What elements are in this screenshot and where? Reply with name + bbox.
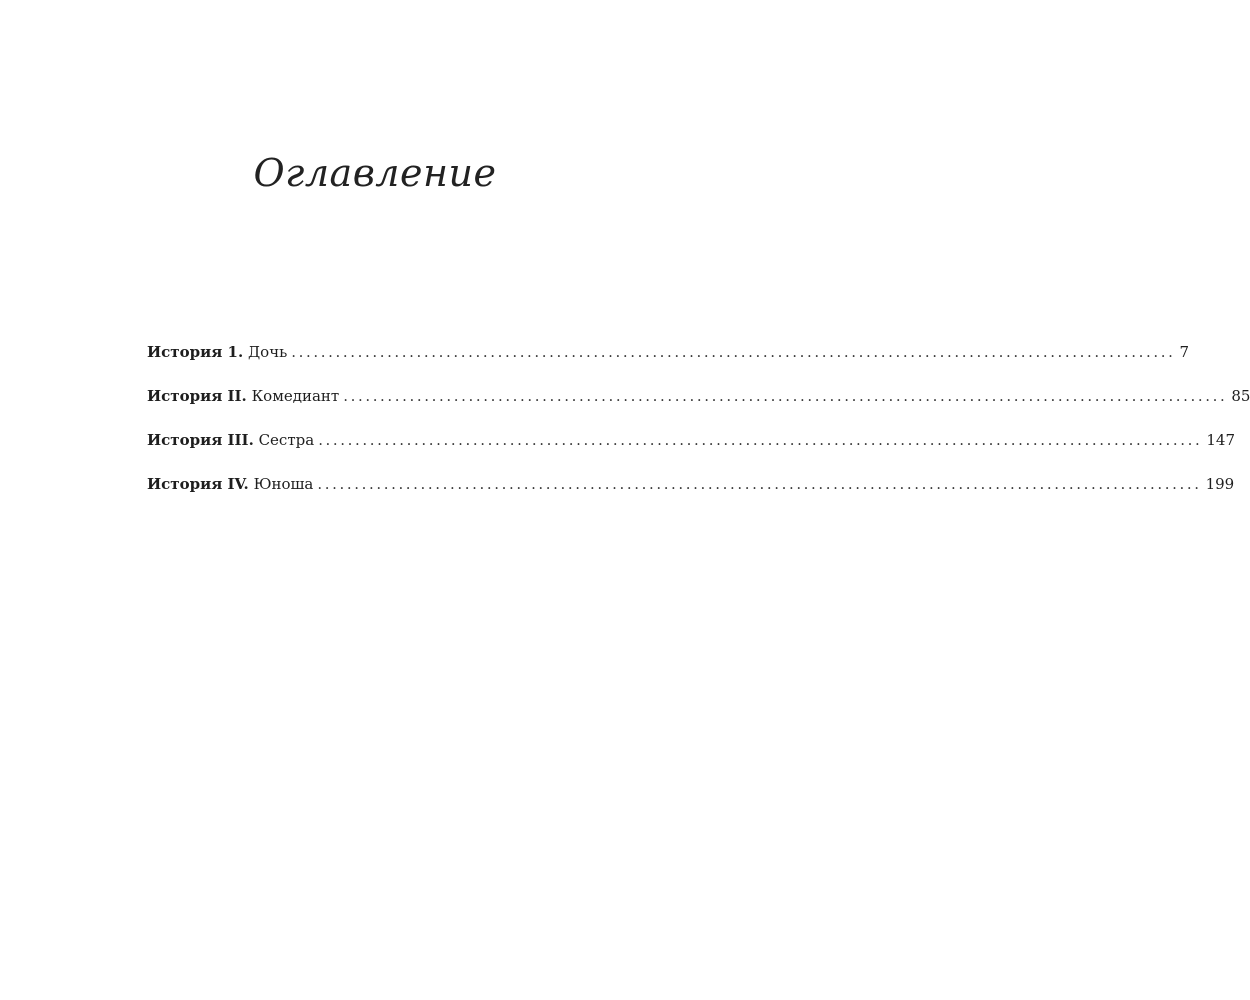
toc-entry[interactable] <box>147 338 1189 382</box>
toc-story-title: Юноша <box>253 475 314 493</box>
toc-entry[interactable] <box>147 470 1235 514</box>
toc-entry-label <box>147 426 314 454</box>
toc-entry-label <box>147 470 313 498</box>
toc-story-title: Сестра <box>258 431 315 449</box>
toc-story-title: Комедиант <box>251 387 340 405</box>
toc-story-number: История III. <box>147 431 254 449</box>
toc-story-number: История II. <box>147 387 247 405</box>
dot-leader: ........................................................................................................................ <box>343 387 1228 405</box>
toc-story-title: Дочь <box>247 343 288 361</box>
dot-leader: ........................................................................................................................ <box>317 475 1202 493</box>
toc-page-number: 147 <box>1206 431 1235 449</box>
dot-leader: ........................................................................................................................ <box>318 431 1203 449</box>
page-title: Оглавление <box>253 151 497 196</box>
toc-page-number: 85 <box>1231 387 1250 405</box>
toc-entry-label <box>147 338 287 366</box>
toc-entry[interactable] <box>147 382 1250 426</box>
toc-entry-label <box>147 382 339 410</box>
table-of-contents <box>147 338 1250 514</box>
dot-leader: ........................................................................................................................ <box>291 343 1176 361</box>
toc-story-number: История 1. <box>147 343 244 361</box>
toc-page-number: 7 <box>1179 343 1189 361</box>
toc-entry[interactable] <box>147 426 1235 470</box>
toc-page-number: 199 <box>1205 475 1235 493</box>
toc-story-number: История IV. <box>147 475 249 493</box>
